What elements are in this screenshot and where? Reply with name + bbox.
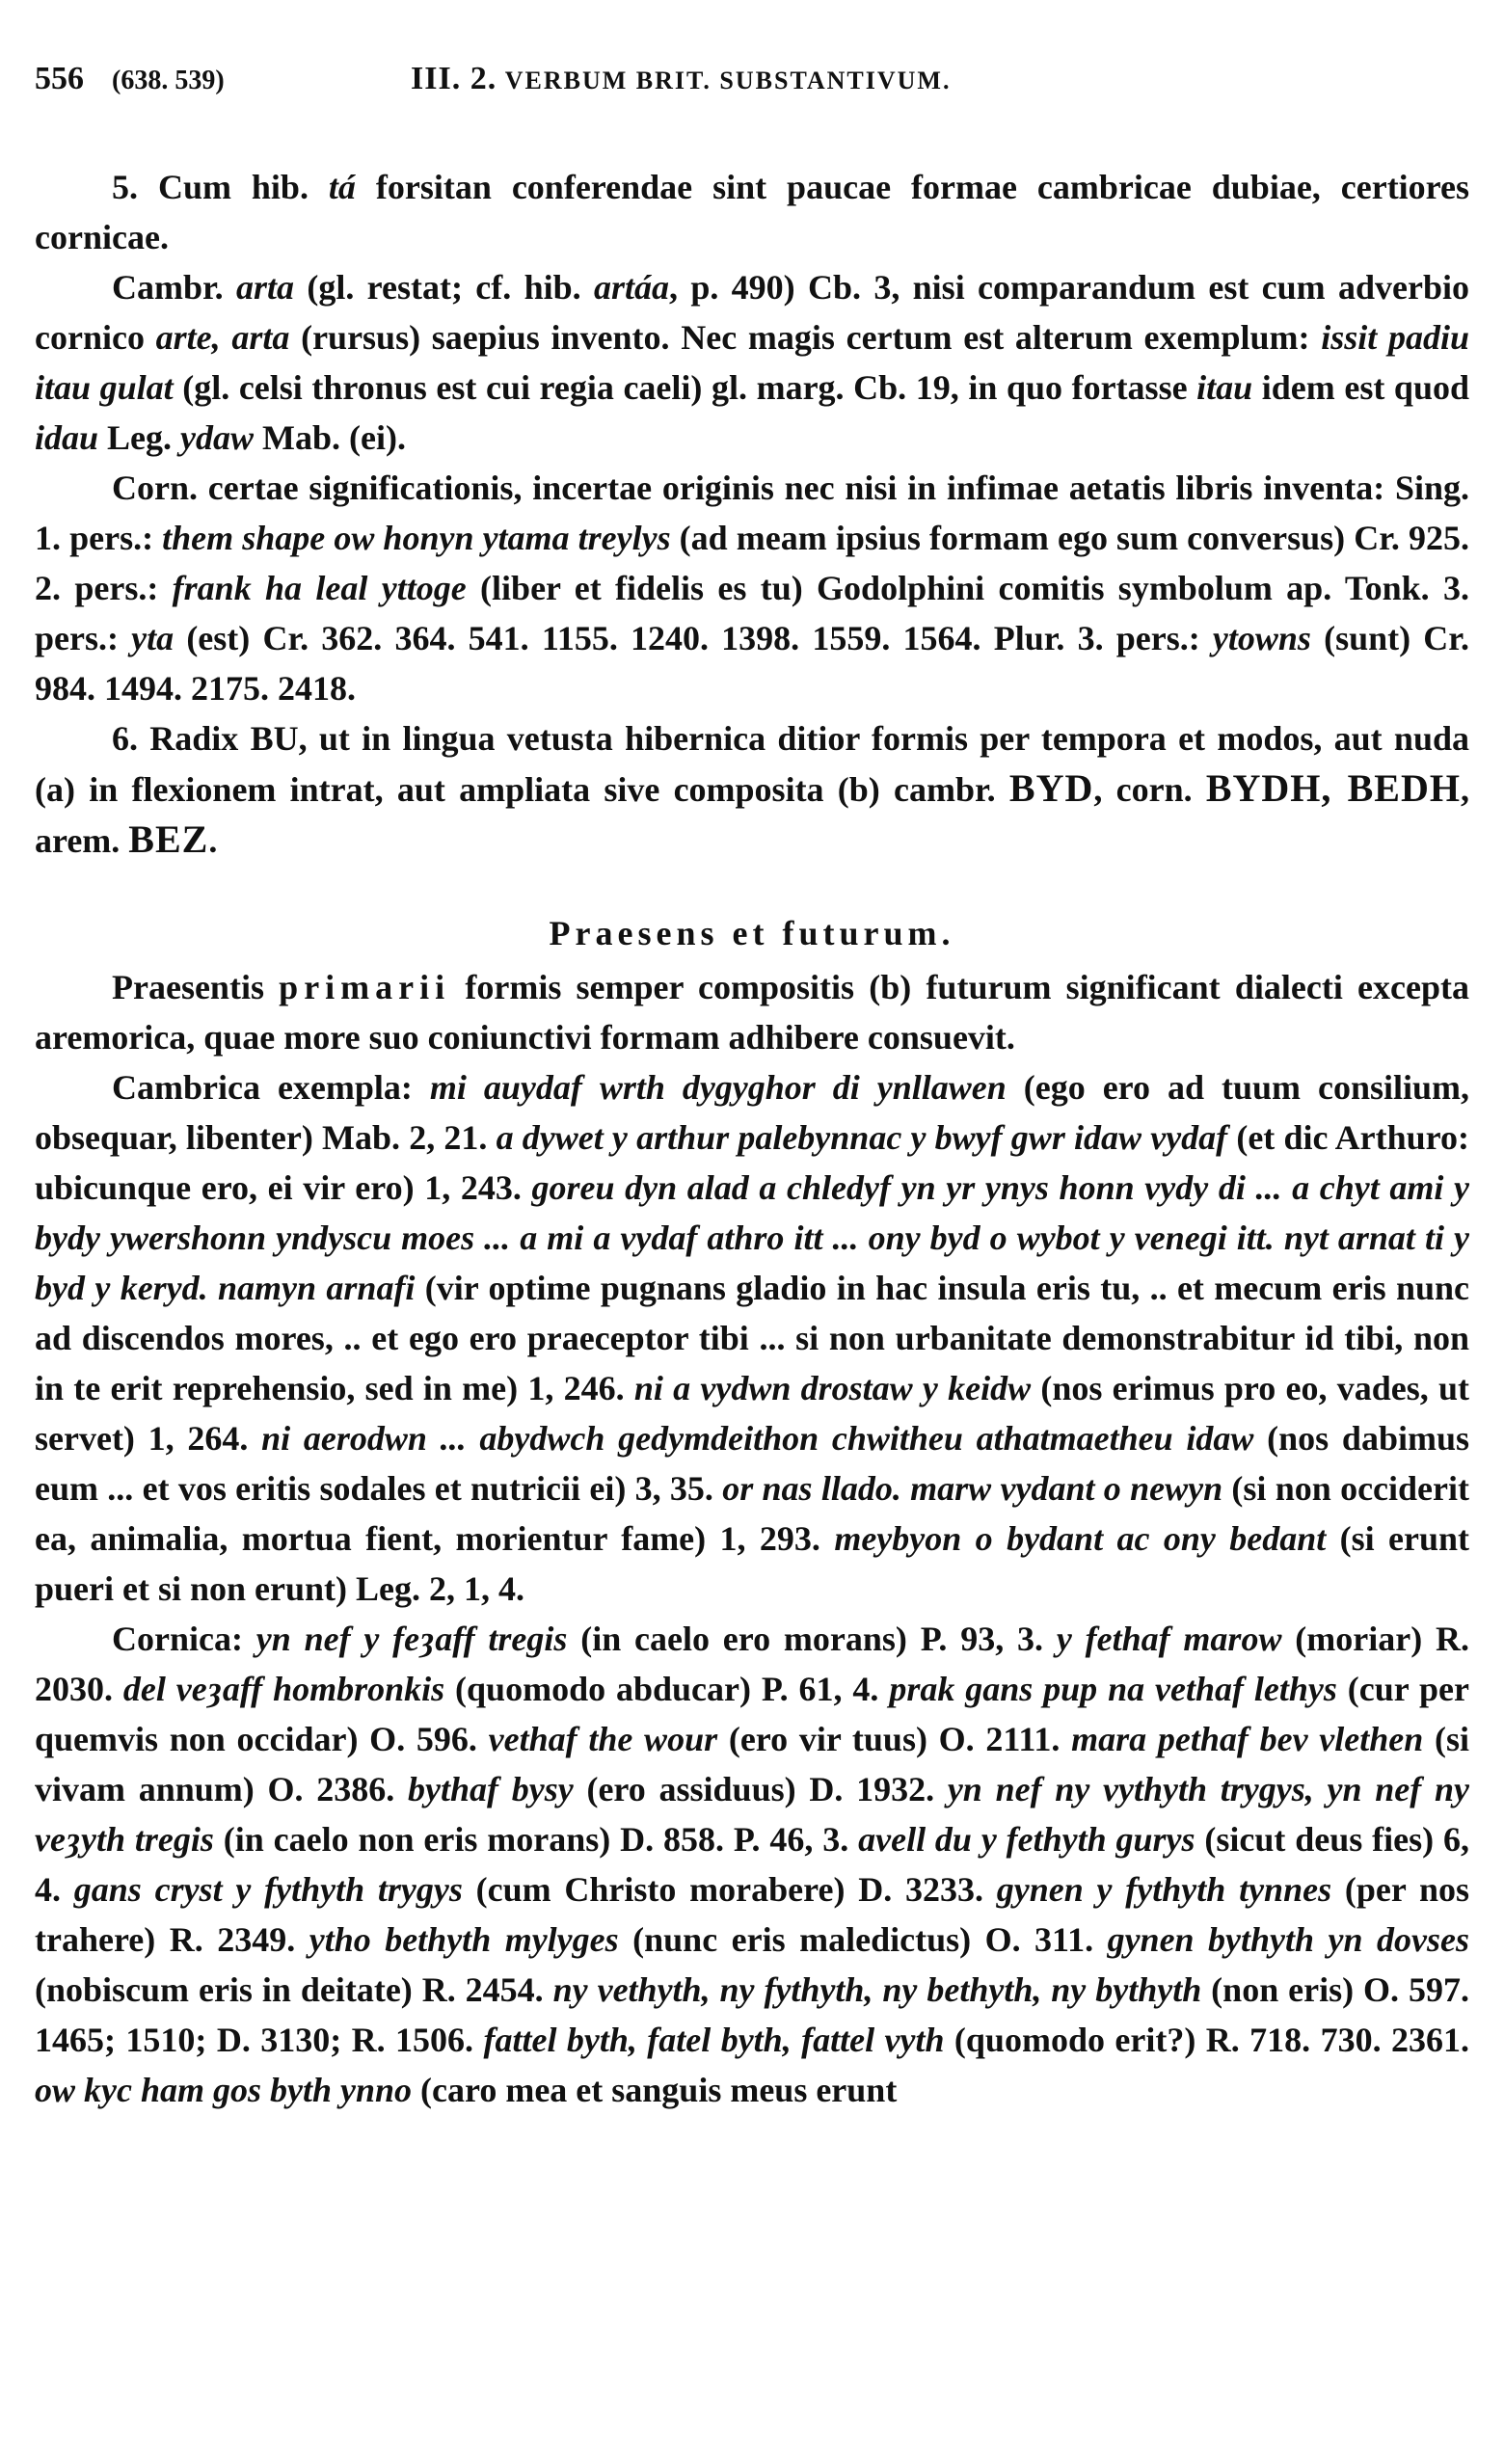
running-header [35,54,1469,112]
paragraph-praesentis: Praesentis primarii formis semper compositis (b) futurum significant dialecti excepta aremorica, quae more suo coniunctivi formam adhibere consuevit. [35,968,1469,1057]
page-reference: (638. 539) [112,66,225,95]
page-number: 556 [35,61,84,96]
paragraph-cornish-forms: Corn. certae significationis, incertae originis nec nisi in infimae aetatis libris inventa: Sing. 1. pers.: them shape ow honyn ytama treylys (ad meam ipsius formam ego sum conversus) Cr. 925. 2. pers.: frank ha leal yttoge (liber et fidelis es tu) Godolphini comitis symbolum ap. Tonk. 3. pers.: yta (est) Cr. 362. 364. 541. 1155. 1240. 1398. 1559. 1564. Plur. 3. pers.: ytowns (sunt) Cr. 984. 1494. 2175. 2418. [35,469,1469,708]
section-gap [35,866,1469,908]
running-title: VERBUM BRIT. SUBSTANTIVUM. [504,67,952,94]
paragraph-cambrica-exempla: Cambrica exempla: mi auydaf wrth dygyghor di ynllawen (ego ero ad tuum consilium, obsequar, libenter) Mab. 2, 21. a dywet y arthur palebynnac y bwyf gwr idaw vydaf (et dic Arthuro: ubicunque ero, ei vir ero) 1, 243. goreu dyn alad a chledyf yn yr ynys honn vydy di ... a chyt ami y bydy ywershonn yndyscu moes ... a mi a vydaf athro itt ... ony byd o wybot y venegi itt. nyt arnat ti y byd y keryd. namyn arnafi (vir optime pugnans gladio in hac insula eris tu, .. et mecum eris nunc ad discendos mores, .. et ego ero praeceptor tibi ... si non urbanitate demonstrabitur id tibi, non in te erit reprehensio, sed in me) 1, 246. ni a vydwn drostaw y keidw (nos erimus pro eo, vades, ut servet) 1, 264. ni aerodwn ... abydwch gedymdeithon chwitheu athatmaetheu idaw (nos dabimus eum ... et vos eritis sodales et nutricii ei) 3, 35. or nas llado. marw vydant o newyn (si non occiderit ea, animalia, mortua fient, morientur fame) 1, 293. meybyon o bydant ac ony bedant (si erunt pueri et si non erunt) Leg. 2, 1, 4. [35,1068,1469,1608]
paragraph-cambr-arta: Cambr. arta (gl. restat; cf. hib. artáa, p. 490) Cb. 3, nisi comparandum est cum adverbio cornico arte, arta (rursus) saepius invento. Nec magis certum est alterum exemplum: issit padiu itau gulat (gl. celsi thronus est cui regia caeli) gl. marg. Cb. 19, in quo fortasse itau idem est quod idau Leg. ydaw Mab. (ei). [35,268,1469,457]
paragraph-cornica: Cornica: yn nef y feȝaff tregis (in caelo ero morans) P. 93, 3. y fethaf marow (moriar) R. 2030. del veȝaff hombronkis (quomodo abducar) P. 61, 4. prak gans pup na vethaf lethys (cur per quemvis non occidar) O. 596. vethaf the wour (ero vir tuus) O. 2111. mara pethaf bev vlethen (si vivam annum) O. 2386. bythaf bysy (ero assiduus) D. 1932. yn nef ny vythyth trygys, yn nef ny veȝyth tregis (in caelo non eris morans) D. 858. P. 46, 3. avell du y fethyth gurys (sicut deus fies) 6, 4. gans cryst y fythyth trygys (cum Christo morabere) D. 3233. gynen y fythyth tynnes (per nos trahere) R. 2349. ytho bethyth mylyges (nunc eris maledictus) O. 311. gynen bythyth yn dovses (nobiscum eris in deitate) R. 2454. ny vethyth, ny fythyth, ny bethyth, ny bythyth (non eris) O. 597. 1465; 1510; D. 3130; R. 1506. fattel byth, fatel byth, fattel vyth (quomodo erit?) R. 718. 730. 2361. ow kyc ham gos byth ynno (caro mea et sanguis meus erunt [35,1620,1470,2109]
paragraph-6: 6. Radix BU, ut in lingua vetusta hibernica ditior formis per tempora et modos, aut nuda (a) in flexionem intrat, aut ampliata sive composita (b) cambr. BYD, corn. BYDH, BEDH, arem. BEZ. [35,719,1469,861]
section-heading: Praesens et futurum. [549,914,955,952]
paragraph-5: 5. Cum hib. tá forsitan conferendae sint paucae formae cambricae dubiae, certiores cornicae. [35,168,1470,256]
book-page [35,54,1469,2115]
section-number: III. 2. [411,61,497,96]
